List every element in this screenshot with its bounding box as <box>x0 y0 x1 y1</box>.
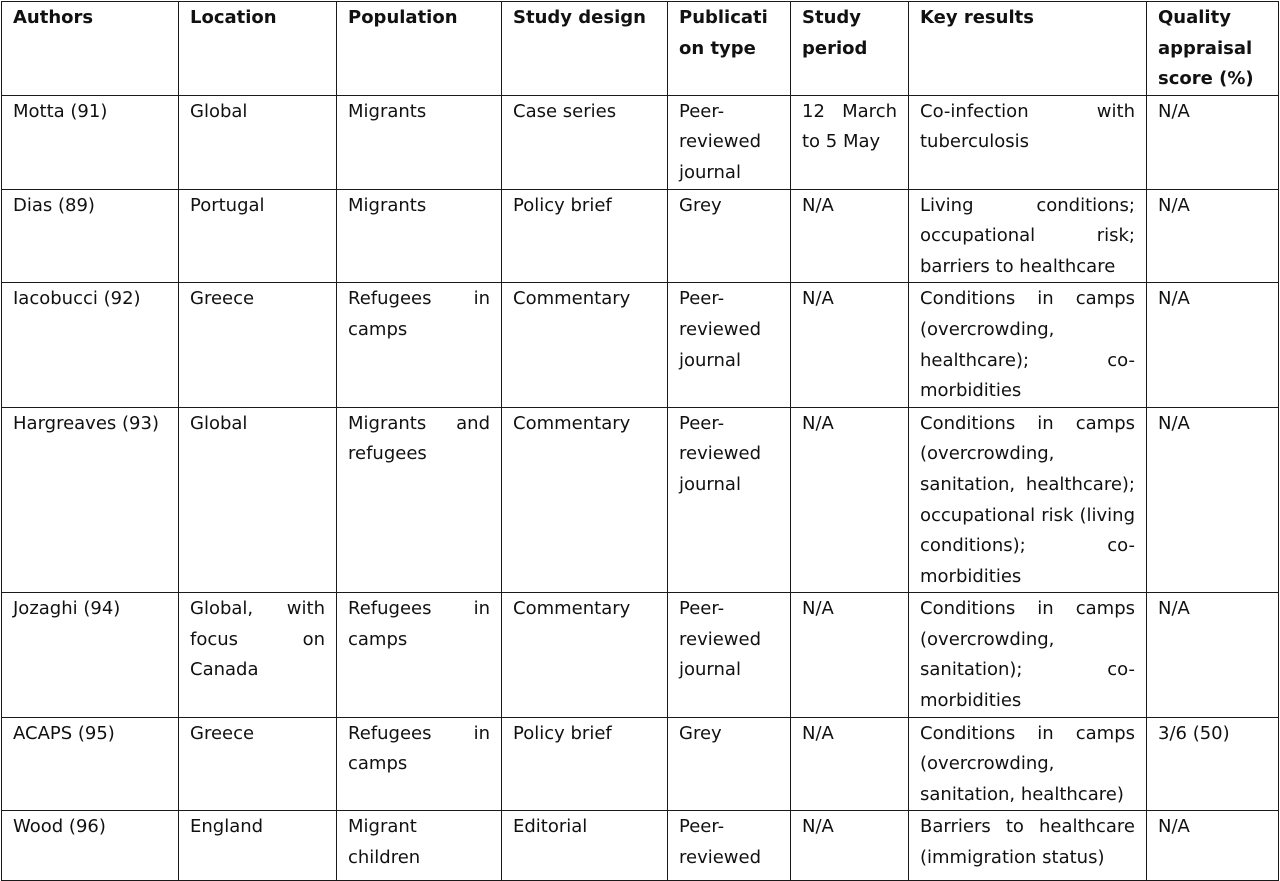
cell-location: Greece <box>179 717 337 811</box>
cell-publication-type: Grey <box>668 189 791 283</box>
cell-study-design: Case series <box>502 95 668 189</box>
cell-authors: ACAPS (95) <box>2 717 179 811</box>
table-row <box>2 189 1279 283</box>
cell-study-design: Editorial <box>502 811 668 881</box>
cell-population: Refugees in camps <box>337 283 502 407</box>
cell-quality-score: N/A <box>1147 407 1279 593</box>
studies-table <box>1 1 1279 881</box>
cell-population: Migrants and refugees <box>337 407 502 593</box>
cell-study-design: Commentary <box>502 407 668 593</box>
cell-location: Global <box>179 95 337 189</box>
cell-population: Migrants <box>337 95 502 189</box>
cell-study-period: N/A <box>791 283 909 407</box>
table-row <box>2 283 1279 407</box>
cell-authors: Motta (91) <box>2 95 179 189</box>
cell-authors: Iacobucci (92) <box>2 283 179 407</box>
cell-study-period: N/A <box>791 811 909 881</box>
cell-publication-type: Peer-reviewed journal <box>668 407 791 593</box>
cell-study-design: Policy brief <box>502 717 668 811</box>
cell-population: Refugees in camps <box>337 593 502 717</box>
cell-quality-score: 3/6 (50) <box>1147 717 1279 811</box>
cell-quality-score: N/A <box>1147 95 1279 189</box>
table-row <box>2 717 1279 811</box>
cell-key-results: Conditions in camps (overcrowding, healthcare); co-morbidities <box>909 283 1147 407</box>
cell-study-period: N/A <box>791 407 909 593</box>
cell-authors: Hargreaves (93) <box>2 407 179 593</box>
table-row <box>2 811 1279 881</box>
table-row <box>2 593 1279 717</box>
cell-key-results: Barriers to healthcare (immigration status) <box>909 811 1147 881</box>
header-study-period: Study period <box>791 2 909 96</box>
cell-key-results: Co-infection with tuberculosis <box>909 95 1147 189</box>
cell-key-results: Conditions in camps (overcrowding, sanitation, healthcare) <box>909 717 1147 811</box>
cell-publication-type: Peer-reviewed <box>668 811 791 881</box>
cell-authors: Jozaghi (94) <box>2 593 179 717</box>
header-quality-score: Quality appraisal score (%) <box>1147 2 1279 96</box>
cell-population: Migrants <box>337 189 502 283</box>
cell-quality-score: N/A <box>1147 811 1279 881</box>
header-publication-type: Publication type <box>668 2 791 96</box>
cell-location: Greece <box>179 283 337 407</box>
cell-study-design: Commentary <box>502 283 668 407</box>
cell-study-period: N/A <box>791 189 909 283</box>
cell-quality-score: N/A <box>1147 593 1279 717</box>
cell-population: Refugees in camps <box>337 717 502 811</box>
header-location: Location <box>179 2 337 96</box>
cell-location: Global <box>179 407 337 593</box>
cell-study-period: 12 March to 5 May <box>791 95 909 189</box>
header-study-design: Study design <box>502 2 668 96</box>
cell-quality-score: N/A <box>1147 283 1279 407</box>
cell-population: Migrant children <box>337 811 502 881</box>
table-row <box>2 95 1279 189</box>
header-population: Population <box>337 2 502 96</box>
cell-study-design: Commentary <box>502 593 668 717</box>
cell-publication-type: Peer-reviewed journal <box>668 593 791 717</box>
cell-publication-type: Peer-reviewed journal <box>668 95 791 189</box>
cell-authors: Dias (89) <box>2 189 179 283</box>
cell-authors: Wood (96) <box>2 811 179 881</box>
cell-location: Portugal <box>179 189 337 283</box>
cell-location: England <box>179 811 337 881</box>
cell-publication-type: Grey <box>668 717 791 811</box>
cell-key-results: Conditions in camps (overcrowding, sanitation, healthcare); occupational risk (living conditions); co-morbidities <box>909 407 1147 593</box>
cell-study-design: Policy brief <box>502 189 668 283</box>
cell-key-results: Conditions in camps (overcrowding, sanitation); co-morbidities <box>909 593 1147 717</box>
cell-publication-type: Peer-reviewed journal <box>668 283 791 407</box>
table-row <box>2 407 1279 593</box>
header-authors: Authors <box>2 2 179 96</box>
cell-quality-score: N/A <box>1147 189 1279 283</box>
cell-key-results: Living conditions; occupational risk; barriers to healthcare <box>909 189 1147 283</box>
header-row <box>2 2 1279 96</box>
cell-study-period: N/A <box>791 717 909 811</box>
cell-study-period: N/A <box>791 593 909 717</box>
header-key-results: Key results <box>909 2 1147 96</box>
cell-location: Global, with focus on Canada <box>179 593 337 717</box>
